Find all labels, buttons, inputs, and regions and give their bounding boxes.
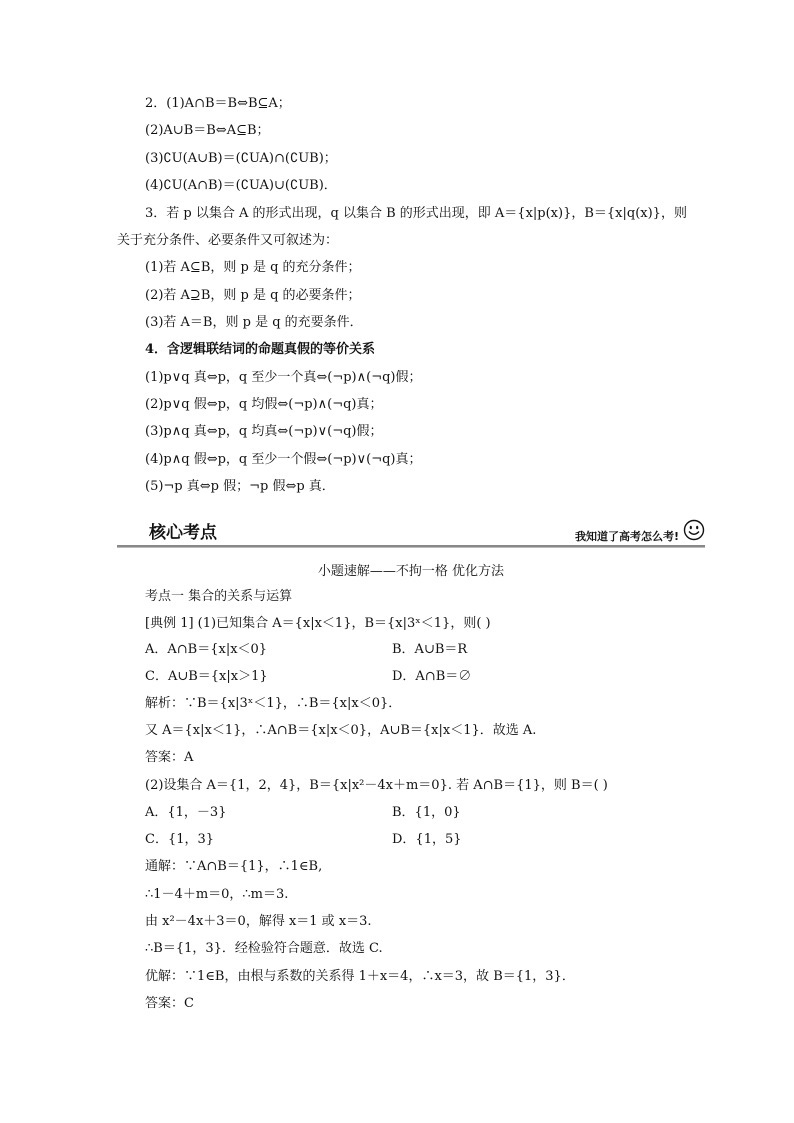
text-line: (2)p∨q 假⇔p，q 均假⇔(¬p)∧(¬q)真；: [145, 397, 383, 412]
text-line: (4)p∧q 假⇔p，q 至少一个假⇔(¬p)∨(¬q)真；: [145, 452, 422, 467]
text-line: (3)若 A＝B，则 p 是 q 的充要条件．: [145, 315, 363, 330]
text-line: (1)p∨q 真⇔p，q 至少一个真⇔(¬p)∧(¬q)假；: [145, 370, 422, 385]
text-line: 2．(1)A∩B＝B⇔B⊆A；: [145, 96, 291, 111]
solution-line: ∴B＝{1，3}．经检验符合题意．故选 C.: [145, 941, 383, 956]
option-b: B．{1，0}: [392, 805, 461, 820]
example-stem: (2)设集合 A＝{1，2，4}，B＝{x|x²－4x＋m＝0}. 若 A∩B＝{1}，则 B＝( ): [145, 778, 608, 793]
option-a: A．{1，－3}: [145, 805, 227, 820]
option-c: C．A∪B＝{x|x＞1}: [145, 669, 268, 684]
kaodian-heading: 考点一 集合的关系与运算: [145, 589, 293, 604]
text-line: 关于充分条件、必要条件又可叙述为：: [117, 233, 339, 248]
answer-line: 答案：A: [145, 750, 194, 765]
section-slogan: 我知道了高考怎么考!: [574, 530, 679, 543]
solution-line: 优解：∵1∈B，由根与系数的关系得 1＋x＝4，∴x＝3，故 B＝{1，3}．: [145, 969, 575, 984]
option-d: D．A∩B＝∅: [392, 669, 472, 684]
solution-line: 解析：∵B＝{x|3ˣ＜1}，∴B＝{x|x＜0}．: [145, 696, 402, 711]
option-a: A．A∩B＝{x|x＜0}: [145, 642, 268, 657]
text-line: (2)A∪B＝B⇔A⊆B；: [145, 123, 270, 138]
option-d: D．{1，5}: [392, 832, 462, 847]
solution-line: 由 x²－4x＋3＝0，解得 x＝1 或 x＝3.: [145, 914, 372, 929]
text-line: 3．若 p 以集合 A 的形式出现，q 以集合 B 的形式出现，即 A＝{x|p(x)}，B＝{x|q(x)}，则: [145, 206, 687, 221]
option-c: C．{1，3}: [145, 832, 215, 847]
text-line: (2)若 A⊇B，则 p 是 q 的必要条件；: [145, 288, 361, 303]
answer-line: 答案：C: [145, 996, 194, 1011]
solution-line: 又 A＝{x|x＜1}，∴A∩B＝{x|x＜0}，A∪B＝{x|x＜1}．故选 A.: [145, 723, 537, 738]
text-line: (4)∁U(A∩B)＝(∁UA)∪(∁UB)．: [145, 178, 337, 193]
solution-line: 通解：∵A∩B＝{1}，∴1∈B,: [145, 859, 323, 874]
solution-line: ∴1－4＋m＝0，∴m＝3.: [145, 887, 289, 902]
section-header: [117, 516, 705, 548]
subsection-title: 小题速解——不拘一格 优化方法: [317, 564, 505, 579]
text-line: (3)∁U(A∪B)＝(∁UA)∩(∁UB)；: [145, 151, 337, 166]
text-line: (5)¬p 真⇔p 假；¬p 假⇔p 真．: [145, 479, 335, 494]
text-line: (1)若 A⊆B，则 p 是 q 的充分条件；: [145, 260, 361, 275]
text-line: (3)p∧q 真⇔p，q 均真⇔(¬p)∨(¬q)假；: [145, 424, 383, 439]
text-heading: 4．含逻辑联结词的命题真假的等价关系: [145, 342, 376, 357]
section-divider: [117, 545, 705, 548]
section-title: 核心考点: [149, 523, 217, 543]
smiley-icon: [683, 519, 705, 541]
example-stem: [典例 1] (1)已知集合 A＝{x|x＜1}，B＝{x|3ˣ＜1}，则( ): [145, 616, 491, 631]
option-b: B．A∪B＝R: [392, 642, 468, 657]
